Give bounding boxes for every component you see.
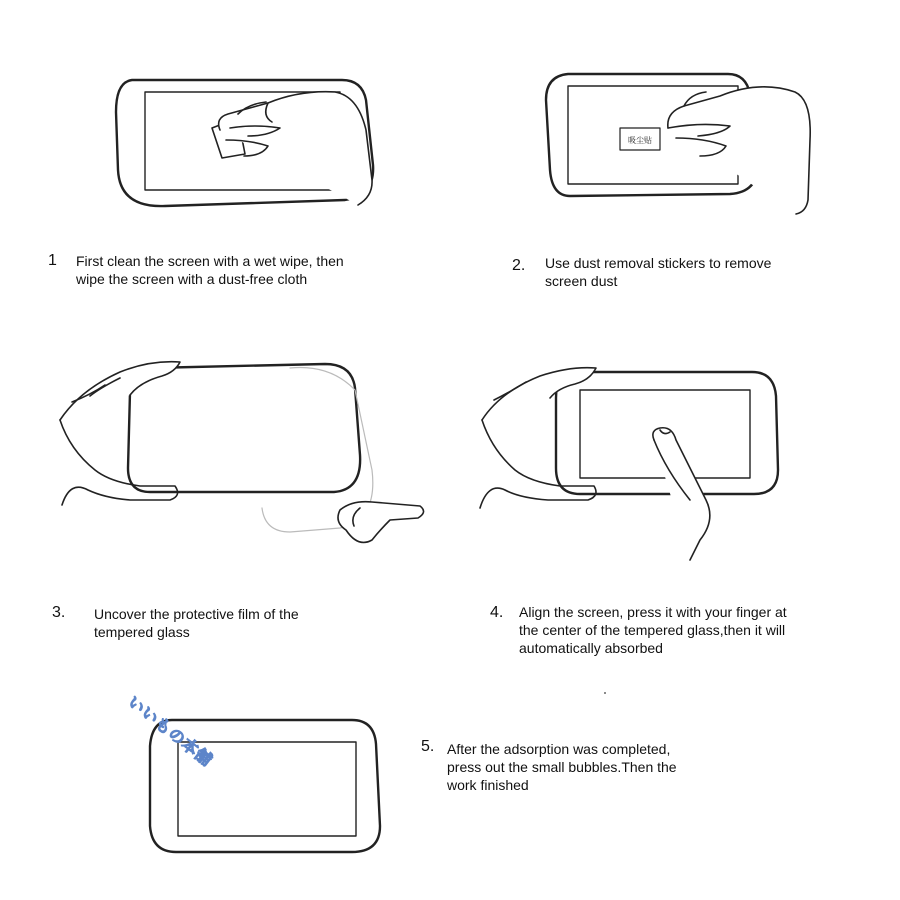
step-1-number: 1 [48,252,57,269]
step1-illustration [116,80,373,206]
step-2-text: Use dust removal stickers to remove screen dust [545,255,772,289]
step-3-text: Uncover the protective film of the tempered glass [94,606,299,640]
step-5-number: 5. [421,738,435,755]
step-4-text: Align the screen, press it with your finger at the center of the tempered glass,then it will automatically absorbed [519,604,787,656]
sticker-label: 吸尘贴 [628,136,652,145]
step-3-number: 3. [52,604,66,621]
speck [604,692,606,694]
watermark: いいもの本舗 [124,693,216,771]
step-1-text: First clean the screen with a wet wipe, then wipe the screen with a dust-free cloth [76,253,344,287]
step3-illustration [60,362,424,543]
step4-illustration [480,368,778,560]
step2-illustration [546,74,810,214]
step-2-number: 2. [512,257,526,274]
step-5-text: After the adsorption was completed, press out the small bubbles.Then the work finished [447,741,677,793]
step-4-number: 4. [490,604,504,621]
